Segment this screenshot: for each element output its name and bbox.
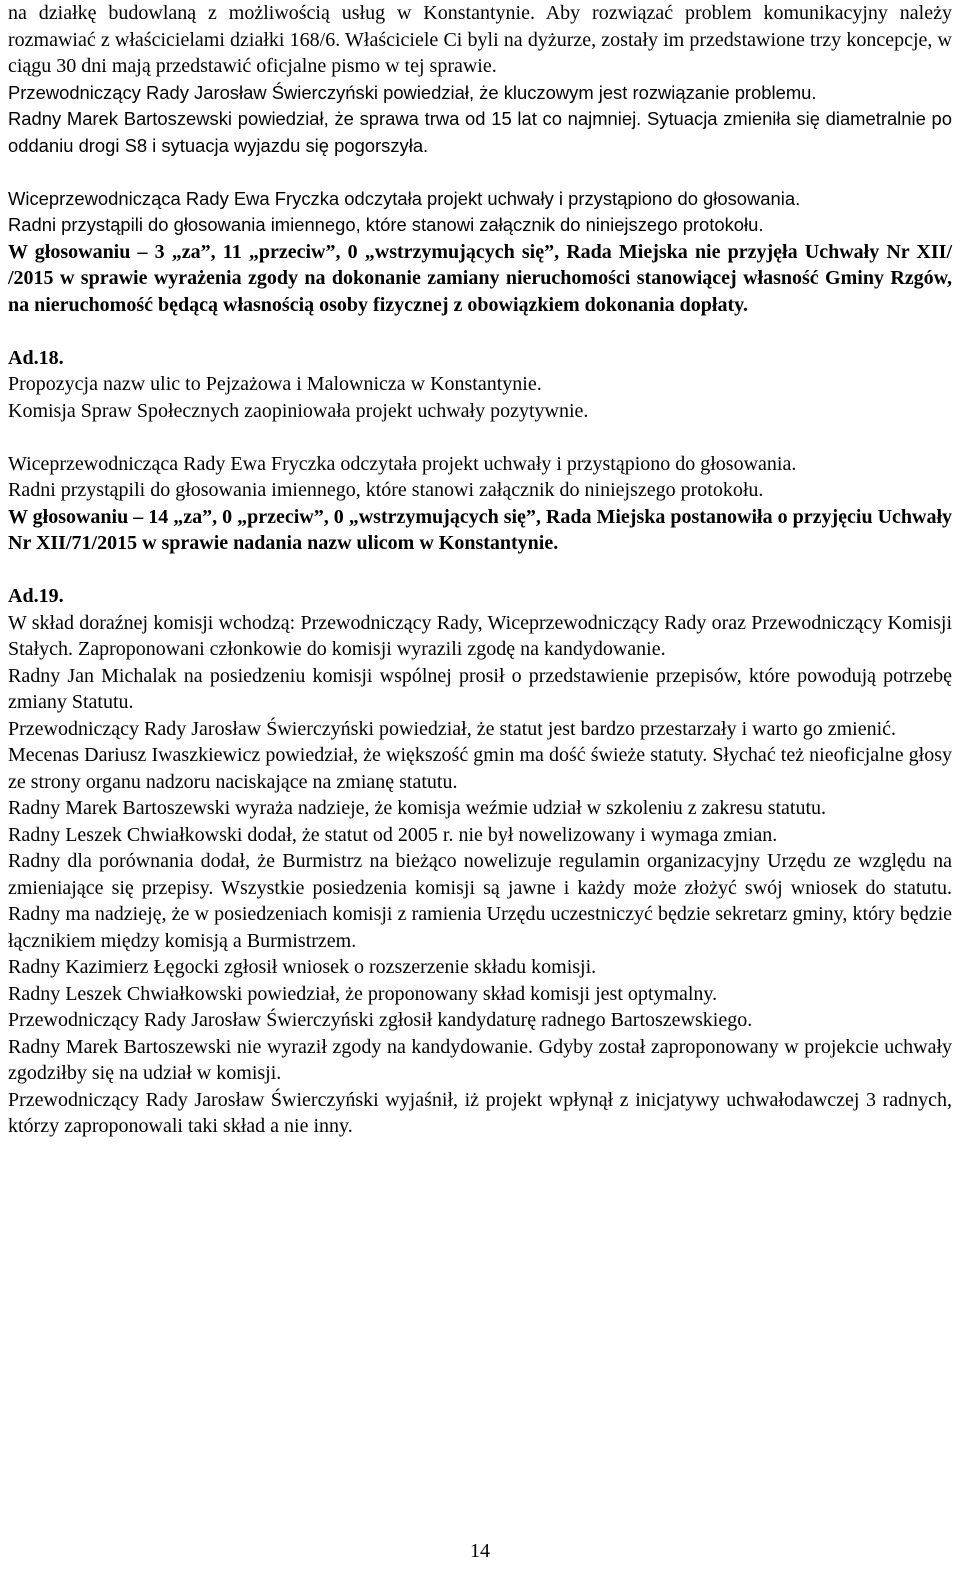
paragraph-ad19-3: Przewodniczący Rady Jarosław Świerczyński powiedział, że statut jest bardzo przestarzały i warto go zmienić. [8,717,897,740]
paragraph-ad19-6: Radny Leszek Chwiałkowski dodał, że statut od 2005 r. nie był nowelizowany i wymaga zmian. [8,823,778,846]
paragraph-commission-opinion: Komisja Spraw Społecznych zaopiniowała projekt uchwały pozytywnie. [8,399,589,422]
page-number: 14 [470,1540,490,1562]
paragraph-voting-procedure: Radni przystąpili do głosowania imiennego, które stanowi załącznik do niniejszego protokołu. [8,479,764,501]
paragraph-ad19-5: Radny Marek Bartoszewski wyraża nadzieje, że komisja weźmie udział w szkoleniu z zakresu statutu. [8,797,827,819]
paragraph-chairman-statement: Przewodniczący Rady Jarosław Świerczyński powiedział, że kluczowym jest rozwiązanie problemu. [8,81,817,103]
paragraph-street-names: Propozycja nazw ulic to Pejzażowa i Malownicza w Konstantynie. [8,373,542,395]
paragraph-ad19-2: Radny Jan Michalak na posiedzeniu komisji wspólnej prosił o przedstawienie przepisów, które powodują potrzebę zmiany Statutu. [8,664,952,713]
paragraph-ad19-1: W skład doraźnej komisji wchodzą: Przewodniczący Rady, Wiceprzewodniczący Rady oraz Przewodniczący Komisji Stałych. Zaproponowani członkowie do komisji wyrazili zgodę na kandydowanie. [8,611,952,660]
paragraph-plot-issue: na działkę budowlaną z możliwością usług w Konstantynie. Aby rozwiązać problem komunikacyjny należy rozmawiać z właścicielami działki 168/6. Właściciele Ci byli na dyżurze, zostały im przedstawione trzy koncepcje, w ciągu 30 dni mają przedstawić oficjalne pismo w tej sprawie. [8,2,952,77]
paragraph-vice-chair-reading: Wiceprzewodnicząca Rady Ewa Fryczka odczytała projekt uchwały i przystąpiono do głosowania. [8,452,797,475]
voting-result-adopted: W głosowaniu – 14 „za”, 0 „przeciw”, 0 „wstrzymujących się”, Rada Miejska postanowiła o przyjęciu Uchwały Nr XII/71/2015 w sprawie nadania nazw ulicom w Konstantynie. [8,505,953,554]
paragraph-ad19-10: Przewodniczący Rady Jarosław Świerczyński zgłosił kandydaturę radnego Bartoszewskiego. [8,1009,753,1031]
paragraph-ad19-8: Radny Kazimierz Łęgocki zgłosił wniosek o rozszerzenie składu komisji. [8,956,597,978]
section-heading-ad19: Ad.19. [8,585,64,607]
document-page [8,0,952,1140]
spacer [8,318,952,345]
paragraph-vice-chair-reading: Wiceprzewodnicząca Rady Ewa Fryczka odczytała projekt uchwały i przystąpiono do głosowania. [8,187,801,209]
paragraph-voting-procedure: Radni przystąpili do głosowania imiennego, które stanowi załącznik do niniejszego protokołu. [8,214,764,235]
spacer [8,424,952,451]
paragraph-ad19-12: Przewodniczący Rady Jarosław Świerczyński wyjaśnił, iż projekt wpłynął z inicjatywy uchwałodawczej 3 radnych, którzy zaproponowali taki skład a nie inny. [8,1088,952,1137]
paragraph-ad19-4: Mecenas Dariusz Iwaszkiewicz powiedział, że większość gmin ma dość świeże statuty. Słychać też nieoficjalne głosy ze strony organu nadzoru naciskające na zmianę statutu. [8,744,952,793]
spacer [8,159,952,186]
voting-result-rejected: W głosowaniu – 3 „za”, 11 „przeciw”, 0 „wstrzymujących się”, Rada Miejska nie przyjęła Uchwały Nr XII/ /2015 w sprawie wyrażenia zgody na dokonanie zamiany nieruchomości stanowiącej własność Gminy Rzgów, na nieruchomość będącą własnością osoby fizycznej z obowiązkiem dokonania dopłaty. [8,240,952,316]
paragraph-bartoszewski-statement: Radny Marek Bartoszewski powiedział, że sprawa trwa od 15 lat co najmniej. Sytuacja zmieniła się diametralnie po oddaniu drogi S8 i sytuacja wyjazdu się pogorszyła. [8,108,952,156]
paragraph-ad19-11: Radny Marek Bartoszewski nie wyraził zgody na kandydowanie. Gdyby został zaproponowany w projekcie uchwały zgodziłby się na udział w komisji. [8,1035,952,1084]
section-heading-ad18: Ad.18. [8,346,64,369]
spacer [8,557,952,584]
paragraph-ad19-9: Radny Leszek Chwiałkowski powiedział, że proponowany skład komisji jest optymalny. [8,982,718,1005]
paragraph-ad19-7: Radny dla porównania dodał, że Burmistrz na bieżąco nowelizuje regulamin organizacyjny Urzędu ze względu na zmieniające się przepisy. Wszystkie posiedzenia komisji są jawne i każdy może złożyć swój wniosek do statutu. Radny ma nadzieję, że w posiedzeniach komisji z ramienia Urzędu uczestniczyć będzie sekretarz gminy, który będzie łącznikiem między komisją a Burmistrzem. [8,850,952,952]
